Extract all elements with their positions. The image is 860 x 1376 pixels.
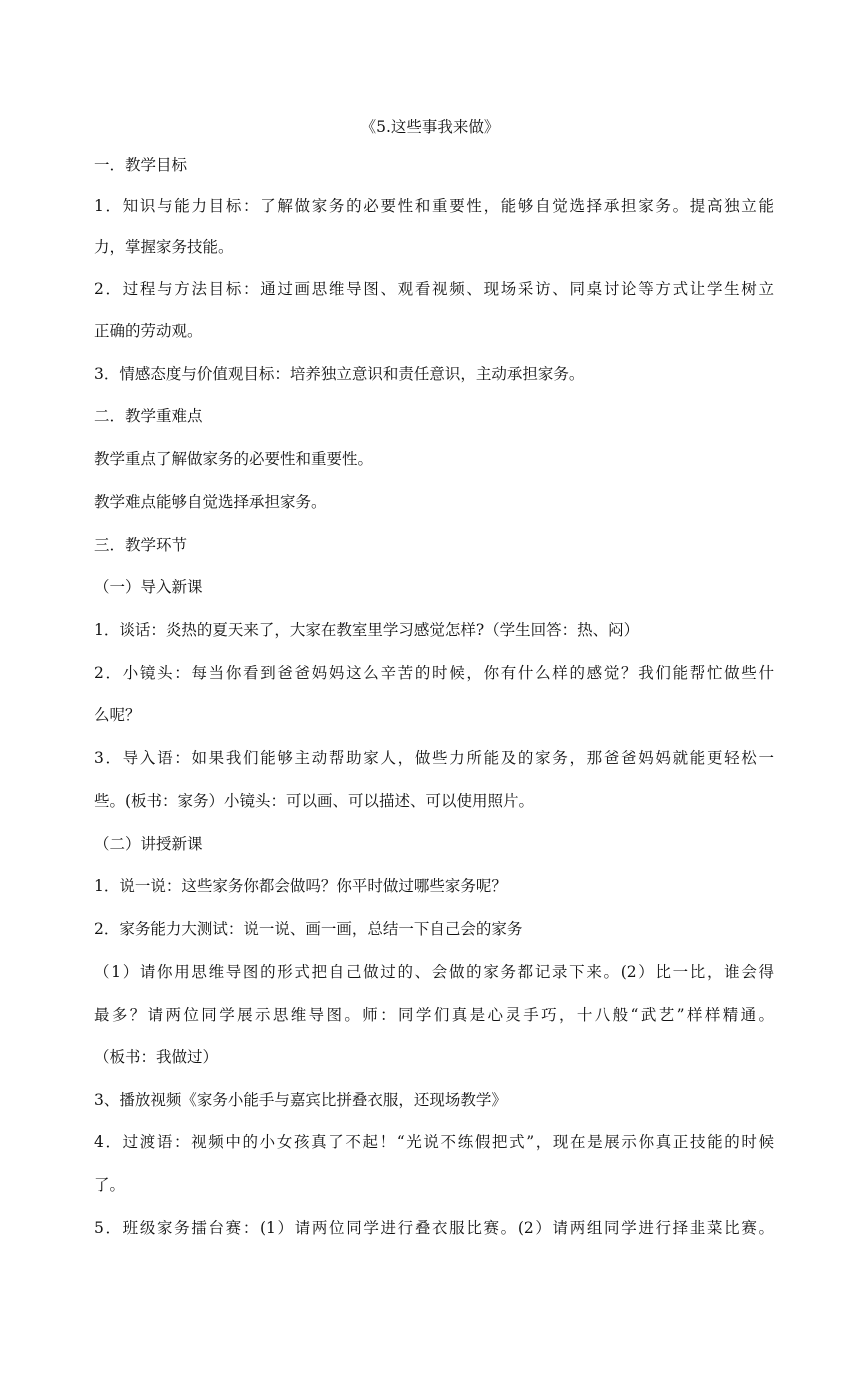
paragraph-line: 2．过程与方法目标：通过画思维导图、观看视频、现场采访、同桌讨论等方式让学生树立 bbox=[94, 280, 774, 298]
section-heading: 二．教学重难点 bbox=[94, 407, 203, 425]
paragraph-line: 5．班级家务擂台赛：(1）请两位同学进行叠衣服比赛。(2）请两组同学进行择韭菜比赛。 bbox=[94, 1219, 774, 1237]
paragraph-line: 3．情感态度与价值观目标：培养独立意识和责任意识，主动承担家务。 bbox=[94, 365, 585, 383]
paragraph-line: 么呢？ bbox=[94, 706, 141, 724]
paragraph-line: 教学重点了解做家务的必要性和重要性。 bbox=[94, 450, 374, 468]
paragraph-line: 些。(板书：家务）小镜头：可以画、可以描述、可以使用照片。 bbox=[94, 792, 535, 810]
paragraph-line: 3、播放视频《家务小能手与嘉宾比拼叠衣服，还现场教学》 bbox=[94, 1091, 507, 1109]
paragraph-line: 了。 bbox=[94, 1176, 126, 1194]
subsection-heading: （一）导入新课 bbox=[94, 578, 203, 596]
section-heading: 三．教学环节 bbox=[94, 536, 188, 554]
paragraph-line: 最多？请两位同学展示思维导图。师：同学们真是心灵手巧，十八般“武艺”样样精通。 bbox=[94, 1006, 774, 1024]
paragraph-line: （1）请你用思维导图的形式把自己做过的、会做的家务都记录下来。(2）比一比，谁会得 bbox=[94, 963, 774, 981]
paragraph-line: 2．家务能力大测试：说一说、画一画，总结一下自己会的家务 bbox=[94, 920, 523, 938]
document-title: 《5.这些事我来做》 bbox=[360, 118, 500, 136]
paragraph-line: 教学难点能够自觉选择承担家务。 bbox=[94, 493, 327, 511]
subsection-heading: （二）讲授新课 bbox=[94, 835, 203, 853]
paragraph-line: 4．过渡语：视频中的小女孩真了不起！“光说不练假把式”，现在是展示你真正技能的时候 bbox=[94, 1133, 774, 1151]
paragraph-line: 2．小镜头：每当你看到爸爸妈妈这么辛苦的时候，你有什么样的感觉？我们能帮忙做些什 bbox=[94, 664, 774, 682]
paragraph-line: 正确的劳动观。 bbox=[94, 322, 203, 340]
paragraph-line: 1．谈话：炎热的夏天来了，大家在教室里学习感觉怎样?（学生回答：热、闷） bbox=[94, 621, 640, 639]
paragraph-line: 力，掌握家务技能。 bbox=[94, 238, 234, 256]
paragraph-line: 3．导入语：如果我们能够主动帮助家人，做些力所能及的家务，那爸爸妈妈就能更轻松一 bbox=[94, 749, 774, 767]
paragraph-line: （板书：我做过） bbox=[94, 1048, 219, 1066]
paragraph-line: 1．说一说：这些家务你都会做吗？你平时做过哪些家务呢？ bbox=[94, 877, 507, 895]
section-heading: 一．教学目标 bbox=[94, 156, 188, 174]
paragraph-line: 1．知识与能力目标：了解做家务的必要性和重要性，能够自觉选择承担家务。提高独立能 bbox=[94, 197, 774, 215]
